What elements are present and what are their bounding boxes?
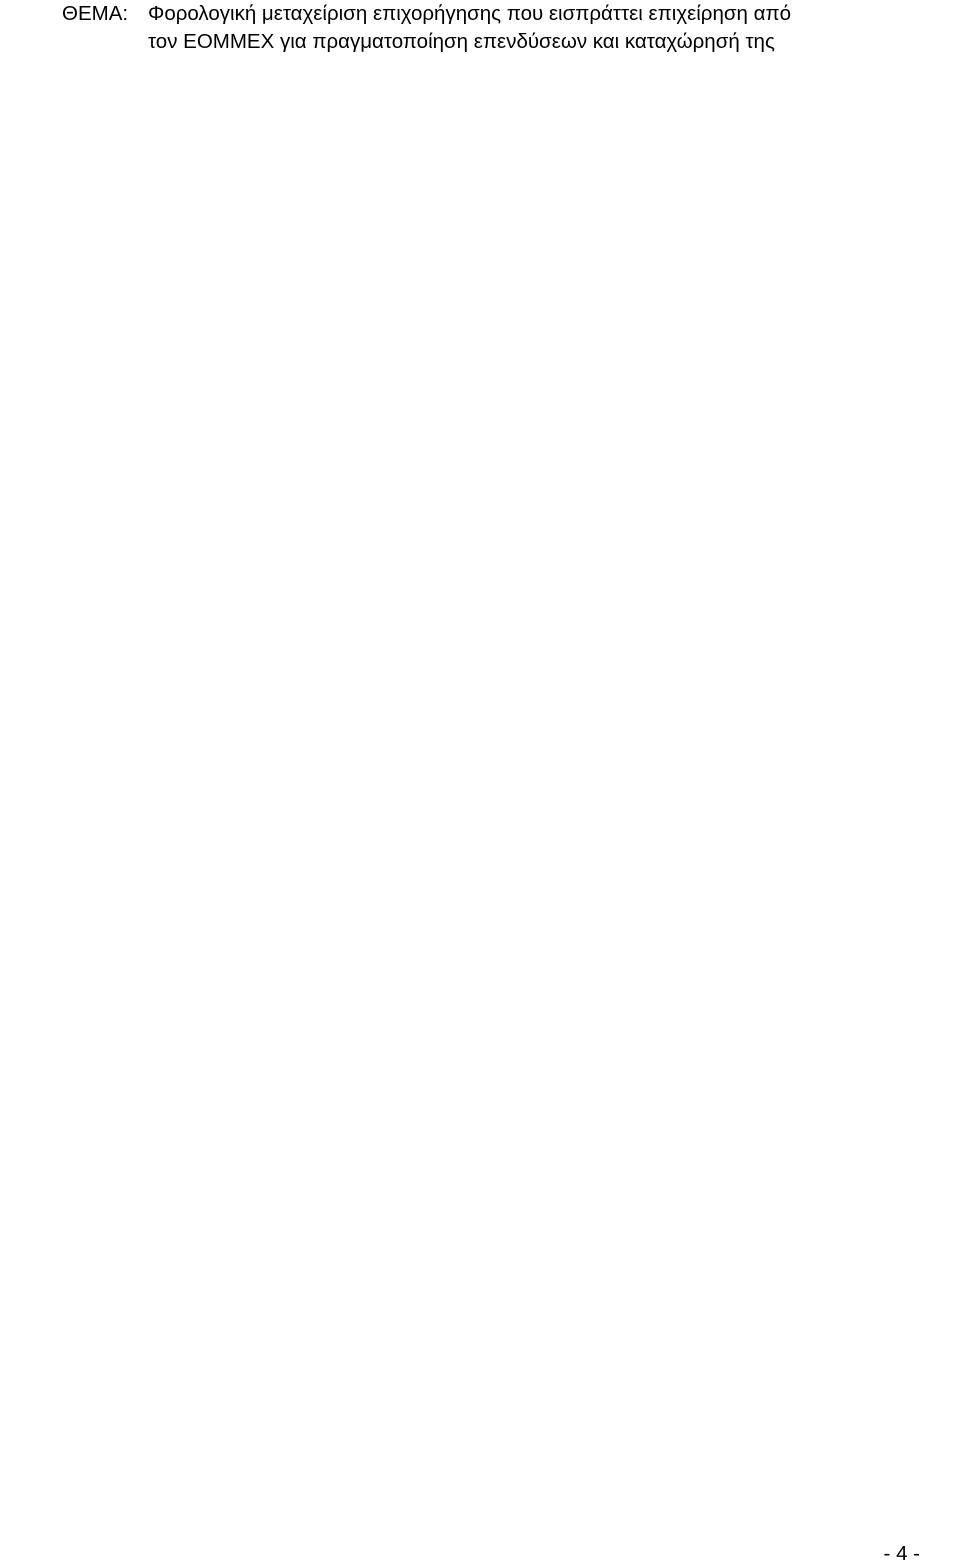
toc-topic-continuation	[0, 28, 960, 56]
page-number-footer: - 4 -	[883, 1542, 920, 1565]
topic-text: Φορολογική μεταχείριση επιχορήγησης που εισπράττει επιχείρηση από	[148, 2, 791, 25]
toc-topic-entry[interactable]	[0, 0, 960, 28]
topic-text: τον ΕΟΜΜΕΧ για πραγματοποίηση επενδύσεων και καταχώρησή της	[148, 30, 775, 54]
topic-label: ΘΕΜΑ:	[62, 2, 129, 25]
